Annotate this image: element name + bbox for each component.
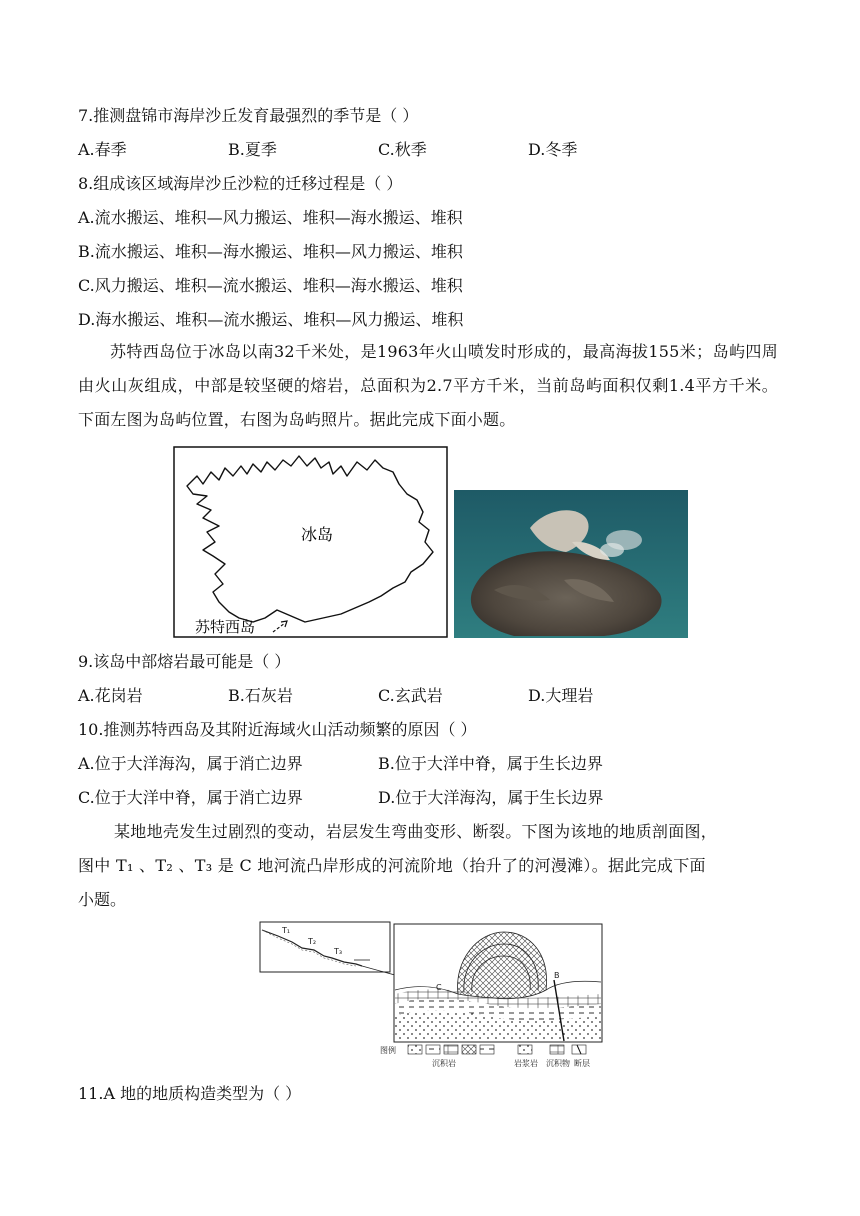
- passage-surtsey: 苏特西岛位于冰岛以南32千米处，是1963年火山喷发时形成的，最高海拔155米；岛屿四周由火山灰组成，中部是较坚硬的熔岩，总面积为2.7平方千米，当前岛屿面积仅剩1.4平方千米。下面左图为岛屿位置，右图为岛屿照片。据此完成下面小题。: [78, 342, 778, 429]
- terrace-t2-label: T₂: [308, 937, 317, 946]
- q8-stem: 8.组成该区域海岸沙丘沙粒的迁移过程是（ ）: [78, 174, 403, 193]
- q11-stem: 11.A 地的地质构造类型为（ ）: [78, 1084, 302, 1103]
- q10-stem: 10.推测苏特西岛及其附近海域火山活动频繁的原因（ ）: [78, 720, 477, 739]
- q7-option-a: A.春季: [78, 140, 127, 159]
- terrace-t3-label: T₃: [334, 947, 343, 956]
- legend-sedimentary: 沉积岩: [432, 1059, 456, 1068]
- q9-option-d: D.大理岩: [528, 686, 594, 705]
- iceland-label: 冰岛: [301, 525, 334, 544]
- q7-option-c: C.秋季: [378, 140, 427, 159]
- passage-section-line1: 某地地壳发生过剧烈的变动，岩层发生弯曲变形、断裂。下图为该地的地质剖面图，: [114, 822, 718, 841]
- q7-option-b: B.夏季: [228, 140, 277, 159]
- passage-section-line3: 小题。: [78, 890, 127, 909]
- q9-stem: 9.该岛中部熔岩最可能是（ ）: [78, 652, 291, 671]
- geologic-section-figure: [258, 920, 608, 1070]
- q8-option-c: C.风力搬运、堆积—流水搬运、堆积—海水搬运、堆积: [78, 276, 463, 295]
- q8-option-b: B.流水搬运、堆积—海水搬运、堆积—风力搬运、堆积: [78, 242, 463, 261]
- surtsey-label: 苏特西岛: [195, 618, 256, 636]
- legend-deposit: 沉积物: [546, 1059, 570, 1068]
- q10-option-b: B.位于大洋中脊，属于生长边界: [378, 754, 603, 773]
- q7-option-d: D.冬季: [528, 140, 578, 159]
- terrace-t1-label: T₁: [282, 926, 291, 935]
- iceland-map: [173, 446, 448, 638]
- q8-option-d: D.海水搬运、堆积—流水搬运、堆积—风力搬运、堆积: [78, 310, 464, 329]
- q8-option-a: A.流水搬运、堆积—风力搬运、堆积—海水搬运、堆积: [78, 208, 463, 227]
- legend-fault: 断层: [574, 1059, 590, 1068]
- q9-option-b: B.石灰岩: [228, 686, 293, 705]
- legend-title: 图例: [380, 1046, 396, 1055]
- point-b-label: B: [554, 971, 560, 980]
- q10-option-d: D.位于大洋海沟，属于生长边界: [378, 788, 604, 807]
- q9-option-a: A.花岗岩: [78, 686, 143, 705]
- q10-option-a: A.位于大洋海沟，属于消亡边界: [78, 754, 303, 773]
- passage-section-line2: 图中 T₁ 、T₂ 、T₃ 是 C 地河流凸岸形成的河流阶地（抬升了的河漫滩）。据此完成下面: [78, 856, 706, 875]
- q9-option-c: C.玄武岩: [378, 686, 443, 705]
- point-c-label: C: [436, 983, 442, 992]
- q7-stem: 7.推测盘锦市海岸沙丘发育最强烈的季节是（ ）: [78, 106, 419, 125]
- legend-magmatic: 岩浆岩: [514, 1059, 538, 1068]
- q10-option-c: C.位于大洋中脊，属于消亡边界: [78, 788, 303, 807]
- island-photo: [454, 490, 688, 638]
